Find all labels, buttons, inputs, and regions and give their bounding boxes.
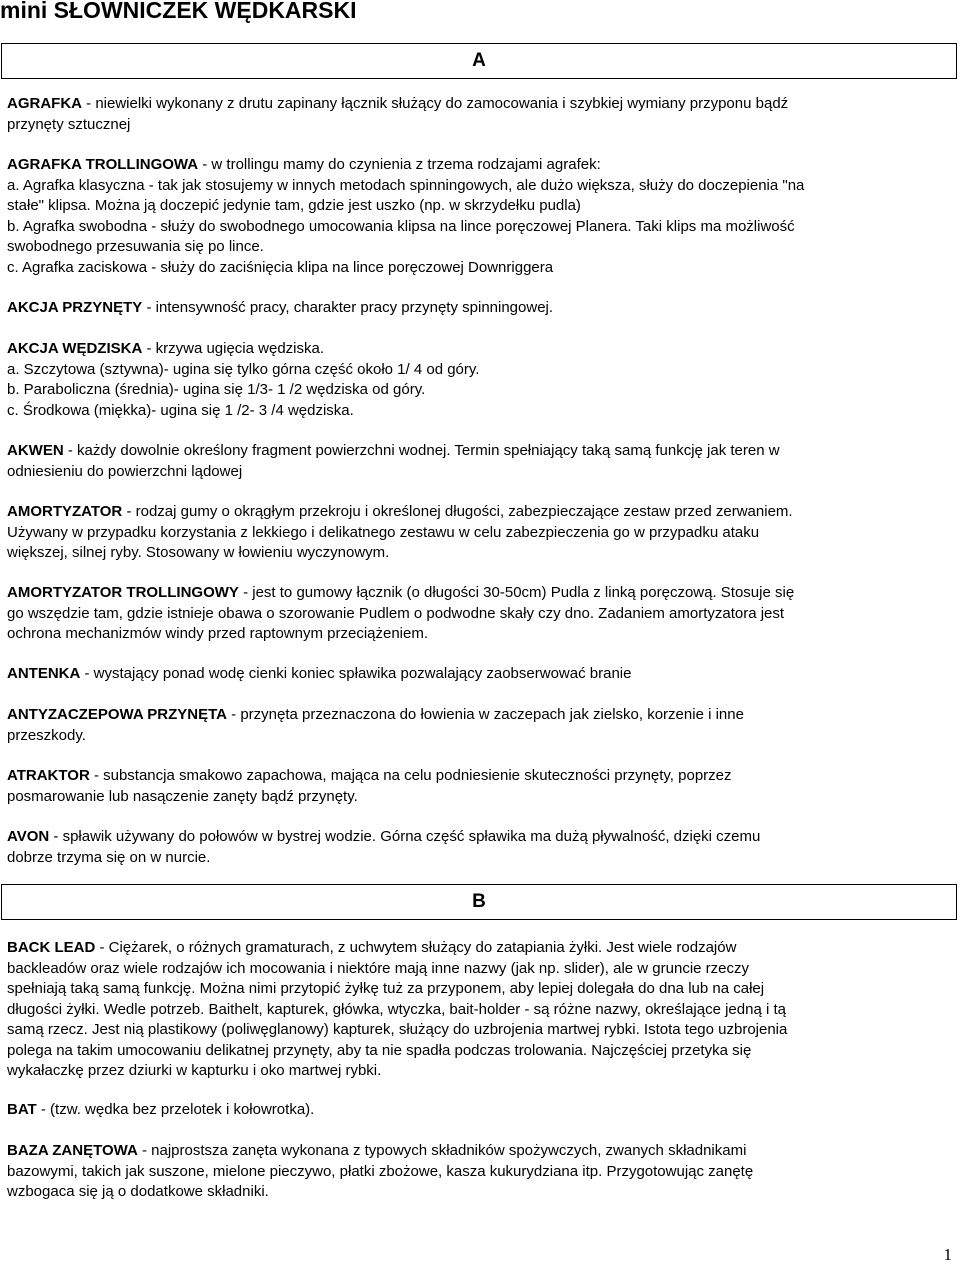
entry-text: b. Agrafka swobodna - służy do swobodnego umocowania klipsa na lince poręczowej Planera. Taki klips ma możliwość <box>7 217 795 235</box>
entry-amortyzator-trollingowy <box>7 583 955 645</box>
entry-text: dobrze trzyma się on w nurcie. <box>7 848 211 866</box>
entry-text: wykałaczkę przez dziurki w kapturku i oko martwej rybki. <box>7 1062 382 1079</box>
entry-text: - (tzw. wędka bez przelotek i kołowrotka). <box>36 1101 315 1118</box>
entry-term: BACK LEAD <box>7 939 96 956</box>
entry-term: AKCJA PRZYNĘTY <box>7 299 143 316</box>
entry-text: - spławik używany do połowów w bystrej wodzie. Górna część spławika ma dużą pływalność, dzięki czemu <box>49 828 761 845</box>
entry-text: backleadów oraz wiele rodzajów ich mocowania i niektóre mają inne nazwy (jak np. slider), ale w gruncie rzeczy <box>7 959 750 977</box>
section-header-b <box>1 884 957 920</box>
entry-text: odniesieniu do powierzchni lądowej <box>7 462 243 480</box>
entry-text: bazowymi, takich jak suszone, mielone pieczywo, płatki zbożowe, kasza kukurydziana itp. Przygotowując zanętę <box>7 1162 754 1180</box>
entry-term: ANTYZACZEPOWA PRZYNĘTA <box>7 706 227 723</box>
entry-text: - rodzaj gumy o okrągłym przekroju i określonej długości, zabezpieczające zestaw przed zerwaniem. <box>122 503 793 520</box>
entry-atraktor <box>7 766 955 807</box>
entry-term: AKCJA WĘDZISKA <box>7 340 143 357</box>
entry-amortyzator <box>7 502 955 564</box>
entry-term: AMORTYZATOR TROLLINGOWY <box>7 584 239 601</box>
entry-text: większej, silnej ryby. Stosowany w łowieniu wyczynowym. <box>7 544 390 561</box>
entry-text: - przynęta przeznaczona do łowienia w zaczepach jak zielsko, korzenie i inne <box>227 706 744 723</box>
entry-text: samą rzecz. Jest nią plastikowy (poliwęglanowy) kapturek, służący do uzbrojenia martwej rybki. Istota tego uzbrojenia <box>7 1021 788 1038</box>
entry-text: b. Paraboliczna (średnia)- ugina się 1/3- 1 /2 wędziska od góry. <box>7 381 426 398</box>
entry-text: - krzywa ugięcia wędziska. <box>142 340 325 357</box>
entry-text: - wystający ponad wodę cienki koniec spławika pozwalający zaobserwować branie <box>80 665 632 682</box>
entry-term: AGRAFKA <box>7 95 82 112</box>
entry-text: stałe" klipsa. Można ją doczepić jedynie tam, gdzie jest uszko (np. w skrzydełku pudla) <box>7 197 581 214</box>
entry-text: - najprostsza zanęta wykonana z typowych składników spożywczych, zwanych składnikami <box>137 1142 747 1159</box>
entry-text: przynęty sztucznej <box>7 115 131 133</box>
entry-akcja-przynety <box>7 298 955 319</box>
entry-baza-zanetowa <box>7 1141 955 1203</box>
entry-term: AKWEN <box>7 442 64 459</box>
entry-antenka <box>7 664 955 685</box>
entry-text: c. Środkowa (miękka)- ugina się 1 /2- 3 /4 wędziska. <box>7 401 354 419</box>
entry-term: AGRAFKA TROLLINGOWA <box>7 156 199 173</box>
entry-text: polega na takim umocowaniu delikatnej przynęty, aby ta nie spadła podczas trolowania. Najczęściej przetyka się <box>7 1041 752 1059</box>
entry-text: posmarowanie lub nasączenie zanęty bądź przynęty. <box>7 787 358 805</box>
entry-text: go wszędzie tam, gdzie istnieje obawa o szorowanie Pudlem o podwodne skały czy dno. Zadaniem amortyzatora jest <box>7 604 785 622</box>
entry-text: a. Agrafka klasyczna - tak jak stosujemy w innych metodach spinningowych, ale dużo większa, służy do doczepienia "na <box>7 176 805 194</box>
section-header-a <box>1 43 957 79</box>
entry-text: - każdy dowolnie określony fragment powierzchni wodnej. Termin spełniający taką samą funkcję jak teren w <box>63 442 780 459</box>
entry-term: AVON <box>7 828 50 845</box>
entry-antyzaczepowa-przyneta <box>7 705 955 746</box>
entry-akcja-wedziska <box>7 339 955 421</box>
entry-text: ochrona mechanizmów windy przed raptownym przeciążeniem. <box>7 625 429 642</box>
entry-akwen <box>7 441 955 482</box>
entry-text: - w trollingu mamy do czynienia z trzema rodzajami agrafek: <box>198 156 601 173</box>
entry-term: AMORTYZATOR <box>7 503 123 520</box>
entry-text: - intensywność pracy, charakter pracy przynęty spinningowej. <box>142 299 554 316</box>
entry-text: wzbogaca się ją o dodatkowe składniki. <box>7 1183 269 1200</box>
section-letter: B <box>472 891 486 912</box>
entry-text: - jest to gumowy łącznik (o długości 30-50cm) Pudla z linką poręczową. Stosuje się <box>238 584 795 601</box>
entry-term: ANTENKA <box>7 665 81 682</box>
entry-back-lead <box>7 938 955 1082</box>
entry-text: spełniają taką samą funkcję. Można nimi przytopić żyłkę tuż za przyponem, aby lepiej dolegała do dna lub na całej <box>7 980 765 997</box>
entry-text: swobodnego przesuwania się po lince. <box>7 238 264 255</box>
entry-agrafka-trollingowa <box>7 155 955 278</box>
entry-text: a. Szczytowa (sztywna)- ugina się tylko górna część około 1/ 4 od góry. <box>7 360 480 378</box>
entry-text: - substancja smakowo zapachowa, mająca na celu podniesienie skuteczności przynęty, poprzez <box>89 767 732 784</box>
entry-text: - Ciężarek, o różnych gramaturach, z uchwytem służący do zatapiania żyłki. Jest wiele rodzajów <box>95 939 737 956</box>
entry-text: - niewielki wykonany z drutu zapinany łącznik służący do zamocowania i szybkiej wymiany przyponu bądź <box>82 95 789 112</box>
entry-text: c. Agrafka zaciskowa - służy do zaciśnięcia klipa na lince poręczowej Downriggera <box>7 258 554 276</box>
entry-term: BAT <box>7 1101 37 1118</box>
document-title: mini SŁOWNICZEK WĘDKARSKI <box>0 0 357 23</box>
entry-agrafka <box>7 94 955 135</box>
entry-bat <box>7 1100 955 1121</box>
entry-text: Używany w przypadku korzystania z lekkiego i delikatnego zestawu w celu zabezpieczenia go w przypadku ataku <box>7 523 760 541</box>
section-letter: A <box>472 50 486 71</box>
entry-term: ATRAKTOR <box>7 767 90 784</box>
entry-avon <box>7 827 955 868</box>
page-number: 1 <box>943 1245 952 1264</box>
entry-text: przeszkody. <box>7 726 86 744</box>
entry-text: długości żyłki. Wedle potrzeb. Baithelt, kapturek, główka, wtyczka, bait-holder - są różne nazwy, określające jedną i tą <box>7 1000 786 1018</box>
entry-term: BAZA ZANĘTOWA <box>7 1142 138 1159</box>
